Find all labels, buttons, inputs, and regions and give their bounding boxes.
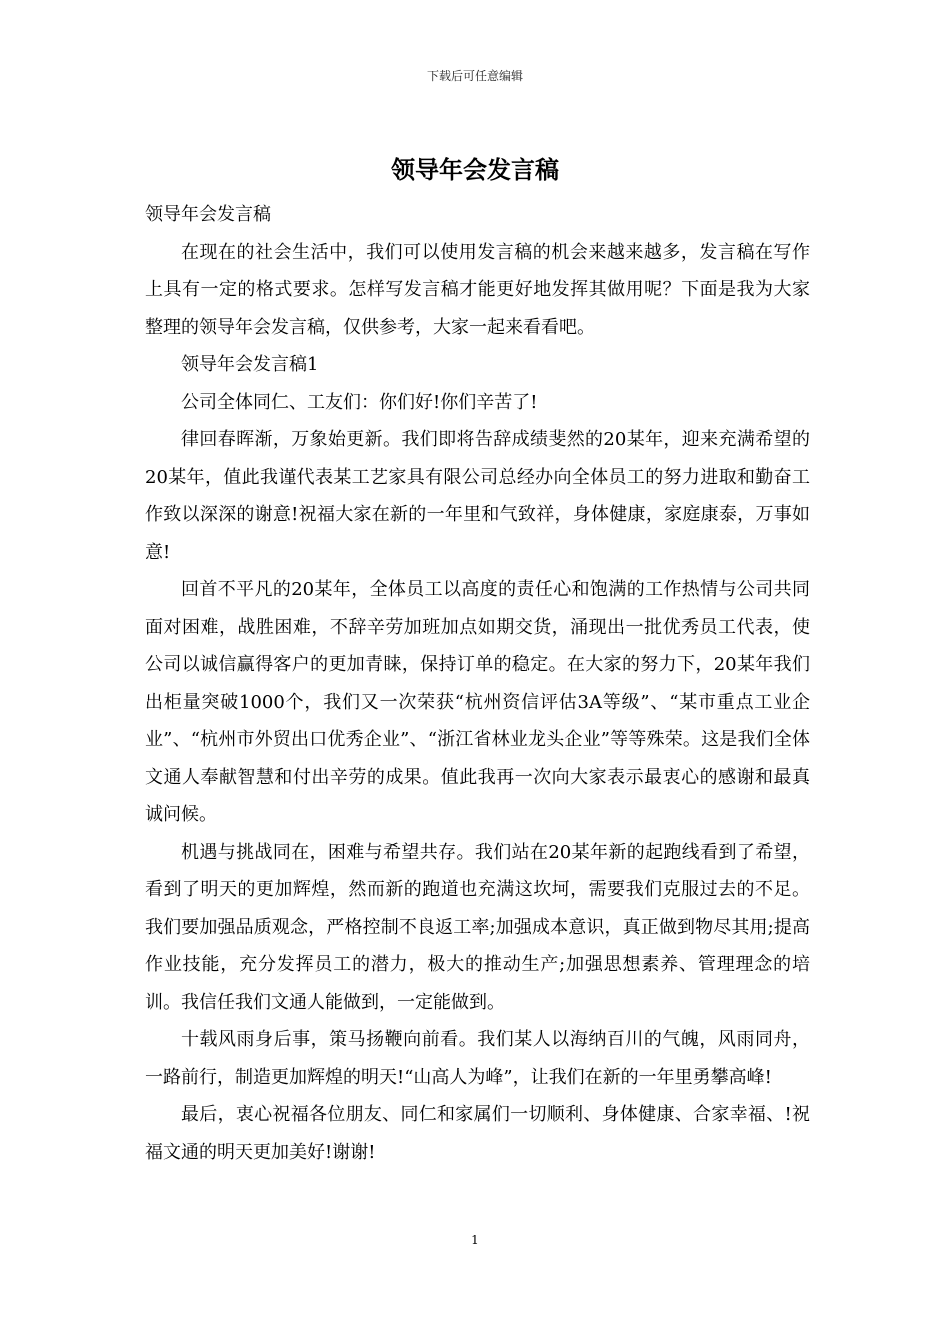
closing-paragraph: 最后，衷心祝福各位朋友、同仁和家属们一切顺利、身体健康、合家幸福、!祝福文通的明天更加美好!谢谢! [145, 1104, 810, 1163]
page-number: 1 [471, 1233, 479, 1247]
header-note: 下载后可任意编辑 [426, 69, 523, 83]
subtitle-paragraph: 领导年会发言稿 [145, 204, 271, 225]
document-body [145, 196, 810, 1171]
body-paragraph: 律回春晖渐，万象始更新。我们即将告辞成绩斐然的20某年，迎来充满希望的20某年，值此我谨代表某工艺家具有限公司总经办向全体员工的努力进取和勤奋工作致以深深的谢意!祝福大家在新的一年里和气致祥，身体健康，家庭康泰，万事如意! [145, 429, 810, 563]
document-title: 领导年会发言稿 [391, 155, 559, 184]
body-paragraph: 回首不平凡的20某年，全体员工以高度的责任心和饱满的工作热情与公司共同面对困难，战胜困难，不辞辛劳加班加点如期交货，涌现出一批优秀员工代表，使公司以诚信赢得客户的更加青睐，保持订单的稳定。在大家的努力下，20某年我们出柜量突破1000个，我们又一次荣获“杭州资信评估3A等级”、“某市重点工业企业”、“杭州市外贸出口优秀企业”、“浙江省林业龙头企业”等等殊荣。这是我们全体文通人奉献智慧和付出辛劳的成果。值此我再一次向大家表示最衷心的感谢和最真诚问候。 [145, 579, 810, 825]
body-paragraph: 十载风雨身后事，策马扬鞭向前看。我们某人以海纳百川的气魄，风雨同舟，一路前行，制造更加辉煌的明天!“山高人为峰”，让我们在新的一年里勇攀高峰! [145, 1029, 810, 1088]
body-paragraph: 机遇与挑战同在，困难与希望共存。我们站在20某年新的起跑线看到了希望，看到了明天的更加辉煌，然而新的跑道也充满这坎坷，需要我们克服过去的不足。我们要加强品质观念，严格控制不良返工率;加强成本意识，真正做到物尽其用;提高作业技能，充分发挥员工的潜力，极大的推动生产;加强思想素养、管理理念的培训。我信任我们文通人能做到，一定能做到。 [145, 841, 810, 1013]
intro-paragraph: 在现在的社会生活中，我们可以使用发言稿的机会来越来越多，发言稿在写作上具有一定的格式要求。怎样写发言稿才能更好地发挥其做用呢？下面是我为大家整理的领导年会发言稿，仅供参考，大家一起来看看吧。 [145, 241, 810, 338]
greeting-paragraph: 公司全体同仁、工友们：你们好!你们辛苦了! [181, 391, 538, 413]
speech-heading: 领导年会发言稿1 [181, 354, 319, 375]
